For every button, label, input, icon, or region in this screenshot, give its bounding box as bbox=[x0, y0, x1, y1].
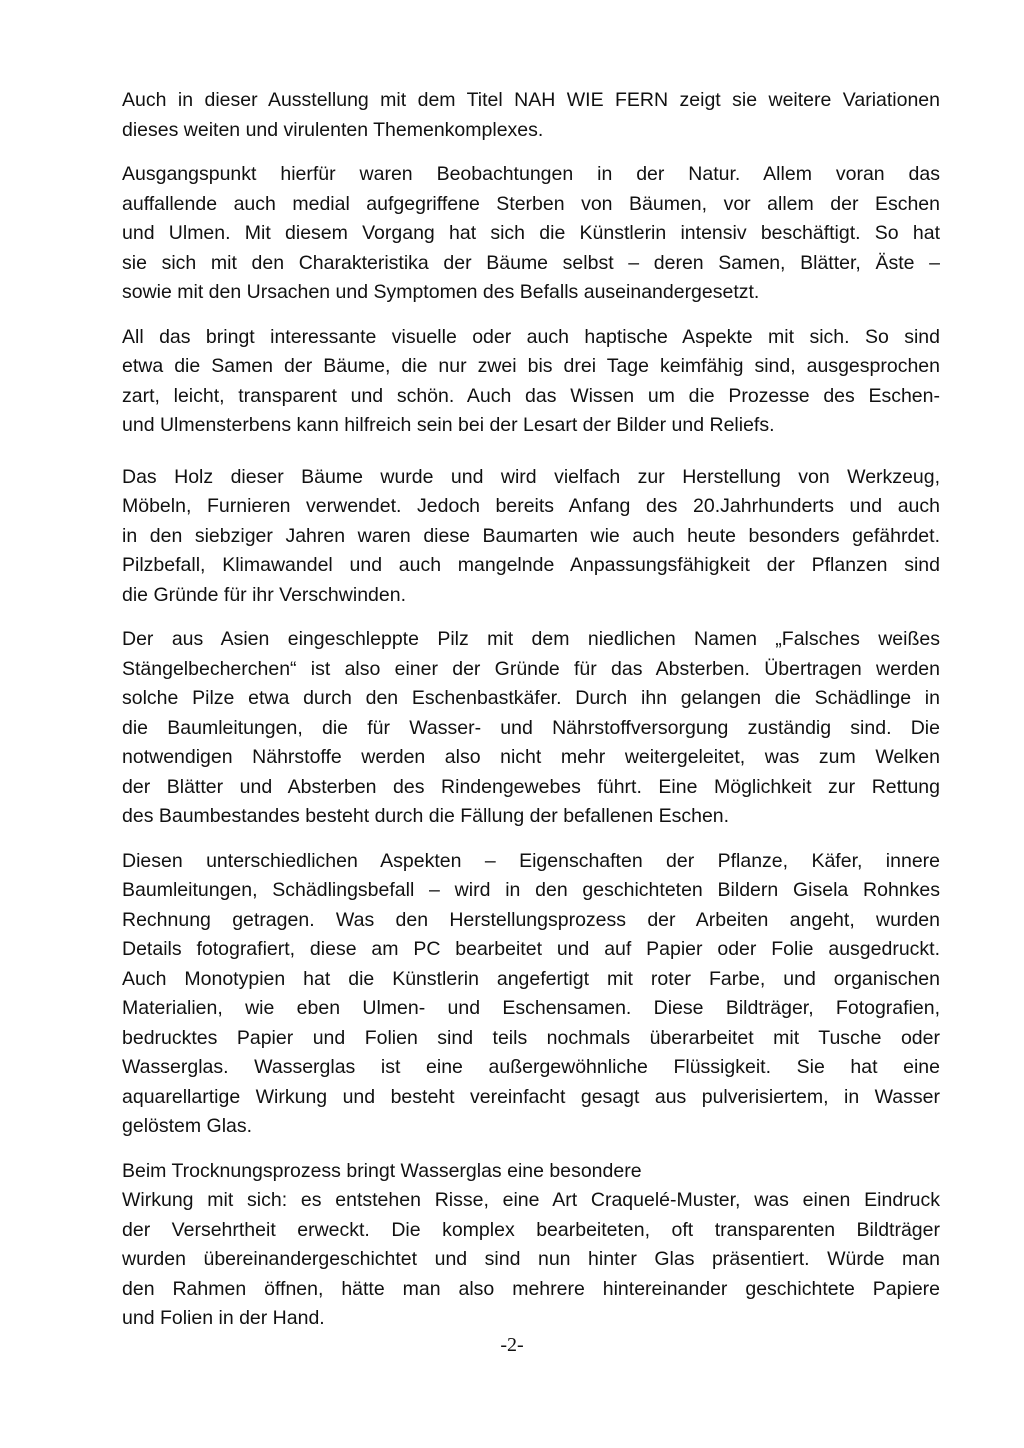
text-line: Möbeln, Furnieren verwendet. Jedoch bereits Anfang des 20.Jahrhunderts und auch bbox=[122, 495, 940, 517]
text-line: Das Holz dieser Bäume wurde und wird vielfach zur Herstellung von Werkzeug, bbox=[122, 465, 940, 488]
text-line: Ausgangspunkt hierfür waren Beobachtungen in der Natur. Allem voran das bbox=[122, 163, 940, 185]
page-number: -2- bbox=[500, 1334, 524, 1356]
text-line: bedrucktes Papier und Folien sind teils nochmals überarbeitet mit Tusche oder bbox=[122, 1026, 940, 1049]
text-line: Auch in dieser Ausstellung mit dem Titel NAH WIE FERN zeigt sie weitere Variationen bbox=[122, 89, 940, 111]
paragraph-1 bbox=[122, 86, 940, 145]
text-line: aquarellartige Wirkung und besteht vereinfacht gesagt aus pulverisiertem, in Wasser bbox=[122, 1085, 940, 1108]
text-line: notwendigen Nährstoffe werden also nicht mehr weitergeleitet, was zum Welken bbox=[122, 746, 940, 768]
text-line: die Gründe für ihr Verschwinden. bbox=[122, 583, 406, 606]
paragraph-2 bbox=[122, 160, 940, 308]
text-line: der Versehrtheit erweckt. Die komplex bearbeiteten, oft transparenten Bildträger bbox=[122, 1218, 940, 1241]
text-line: gelöstem Glas. bbox=[122, 1115, 253, 1137]
paragraph-7 bbox=[122, 1157, 940, 1334]
text-line: den Rahmen öffnen, hätte man also mehrere hintereinander geschichtete Papiere bbox=[122, 1277, 940, 1300]
text-line: sie sich mit den Charakteristika der Bäume selbst – deren Samen, Blätter, Äste – bbox=[122, 251, 940, 274]
text-line: Beim Trocknungsprozess bringt Wasserglas eine besondere bbox=[122, 1159, 642, 1182]
text-line: des Baumbestandes besteht durch die Fällung der befallenen Eschen. bbox=[122, 805, 730, 827]
text-line: Details fotografiert, diese am PC bearbeitet und auf Papier oder Folie ausgedruckt. bbox=[122, 938, 940, 960]
text-line: Wirkung mit sich: es entstehen Risse, eine Art Craquelé-Muster, was einen Eindruck bbox=[122, 1189, 940, 1211]
text-line: Baumleitungen, Schädlingsbefall – wird in den geschichteten Bildern Gisela Rohnkes bbox=[122, 879, 940, 901]
text-line: Materialien, wie eben Ulmen- und Eschensamen. Diese Bildträger, Fotografien, bbox=[122, 997, 940, 1019]
paragraph-3 bbox=[122, 323, 940, 441]
document-body bbox=[122, 86, 940, 1349]
text-line: Rechnung getragen. Was den Herstellungsprozess der Arbeiten angeht, wurden bbox=[122, 908, 940, 931]
text-line: der Blätter und Absterben des Rindengewebes führt. Eine Möglichkeit zur Rettung bbox=[122, 775, 940, 798]
text-line: zart, leicht, transparent und schön. Auch das Wissen um die Prozesse des Eschen- bbox=[122, 384, 940, 407]
paragraph-5 bbox=[122, 625, 940, 832]
text-line: und Folien in der Hand. bbox=[122, 1307, 325, 1329]
text-line: Diesen unterschiedlichen Aspekten – Eigenschaften der Pflanze, Käfer, innere bbox=[122, 849, 940, 872]
text-line: dieses weiten und virulenten Themenkomplexes. bbox=[122, 118, 544, 141]
text-line: und Ulmen. Mit diesem Vorgang hat sich die Künstlerin intensiv beschäftigt. So hat bbox=[122, 222, 940, 244]
text-line: wurden übereinandergeschichtet und sind nun hinter Glas präsentiert. Würde man bbox=[122, 1248, 940, 1270]
text-line: auffallende auch medial aufgegriffene Sterben von Bäumen, vor allem der Eschen bbox=[122, 192, 940, 215]
text-line: Pilzbefall, Klimawandel und auch mangelnde Anpassungsfähigkeit der Pflanzen sind bbox=[122, 554, 940, 576]
text-line: All das bringt interessante visuelle oder auch haptische Aspekte mit sich. So sind bbox=[122, 325, 940, 348]
text-line: in den siebziger Jahren waren diese Baumarten wie auch heute besonders gefährdet. bbox=[122, 524, 940, 547]
text-line: etwa die Samen der Bäume, die nur zwei bis drei Tage keimfähig sind, ausgesprochen bbox=[122, 355, 940, 377]
text-line: Stängelbecherchen“ ist also einer der Gründe für das Absterben. Übertragen werden bbox=[122, 657, 940, 680]
text-line: Wasserglas. Wasserglas ist eine außergewöhnliche Flüssigkeit. Sie hat eine bbox=[122, 1056, 940, 1078]
paragraph-6 bbox=[122, 847, 940, 1142]
text-line: sowie mit den Ursachen und Symptomen des Befalls auseinandergesetzt. bbox=[122, 281, 760, 303]
text-line: solche Pilze etwa durch den Eschenbastkäfer. Durch ihn gelangen die Schädlinge in bbox=[122, 687, 940, 709]
text-line: Der aus Asien eingeschleppte Pilz mit dem niedlichen Namen „Falsches weißes bbox=[122, 628, 940, 650]
text-line: Auch Monotypien hat die Künstlerin angefertigt mit roter Farbe, und organischen bbox=[122, 967, 940, 990]
text-line: und Ulmensterbens kann hilfreich sein bei der Lesart der Bilder und Reliefs. bbox=[122, 414, 775, 436]
text-line: die Baumleitungen, die für Wasser- und Nährstoffversorgung zuständig sind. Die bbox=[122, 716, 940, 739]
paragraph-4 bbox=[122, 463, 940, 611]
